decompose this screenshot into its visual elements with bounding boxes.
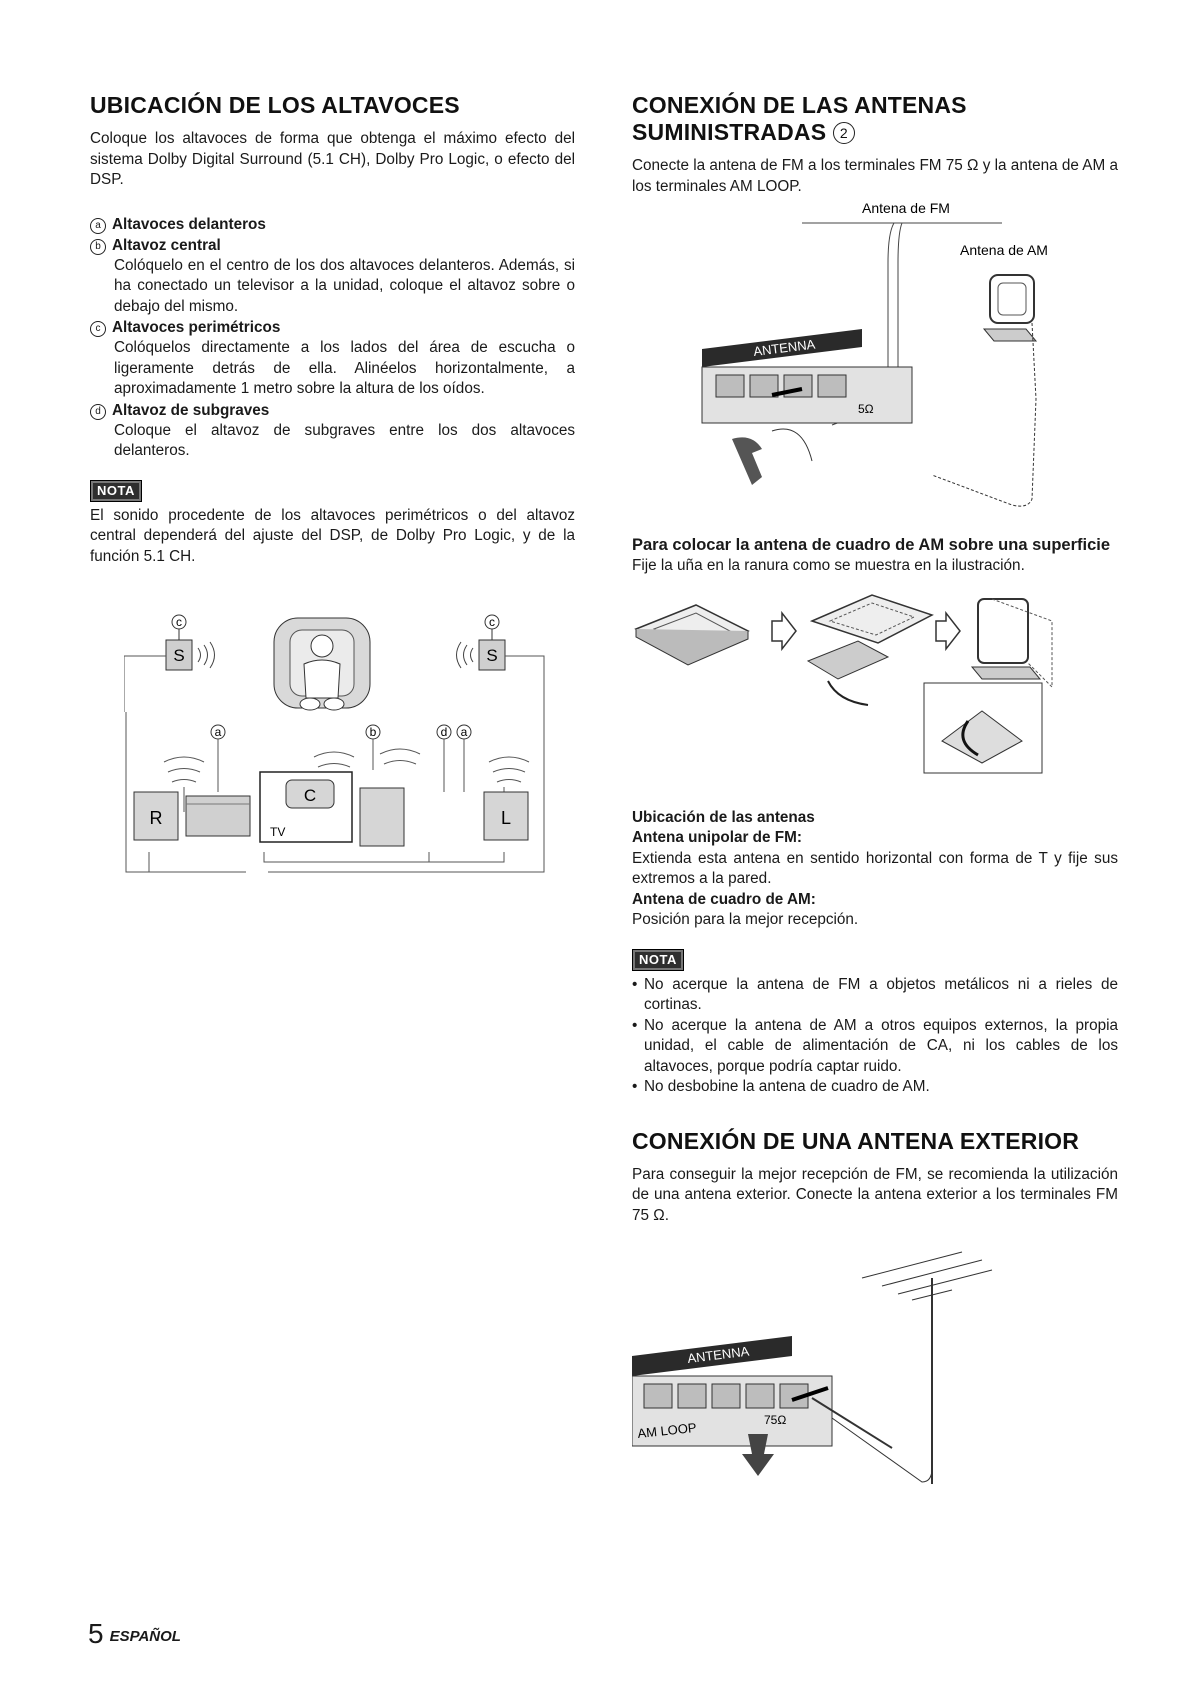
tv-with-center-speaker bbox=[260, 772, 352, 842]
fm-antenna-title: Antena unipolar de FM: bbox=[632, 829, 802, 846]
marker-c: c bbox=[90, 321, 106, 337]
am-antenna-title: Antena de cuadro de AM: bbox=[632, 890, 816, 908]
marker-d: d bbox=[90, 404, 106, 420]
antenna-notes-list bbox=[632, 975, 1118, 1098]
external-antenna-heading: CONEXIÓN DE UNA ANTENA EXTERIOR bbox=[632, 1127, 1080, 1154]
nota-badge: NOTA bbox=[90, 480, 142, 502]
svg-text:S: S bbox=[486, 646, 498, 665]
fm-antenna-label: Antena de FM bbox=[862, 200, 950, 216]
item-surround-speakers bbox=[90, 317, 575, 338]
svg-text:ANTENNA: ANTENNA bbox=[686, 1343, 751, 1366]
surface-heading: Para colocar la antena de cuadro de AM sobre una superficie bbox=[632, 536, 1111, 554]
surface-text: Fije la uña en la ranura como se muestra en la ilustración. bbox=[632, 557, 1025, 574]
outdoor-antenna-illustration bbox=[832, 1252, 992, 1484]
item-front-speakers bbox=[90, 214, 575, 235]
svg-text:R: R bbox=[149, 808, 163, 828]
listener-chair-illustration bbox=[274, 618, 370, 710]
antenna-panel-illustration bbox=[702, 329, 912, 485]
nota-block bbox=[90, 480, 575, 568]
item-subwoofer-title: Altavoz de subgraves bbox=[112, 401, 270, 419]
am-loop-antenna-illustration bbox=[932, 275, 1036, 506]
svg-text:c: c bbox=[176, 615, 182, 629]
am-antenna-flat bbox=[636, 605, 748, 665]
svg-text:75Ω: 75Ω bbox=[764, 1413, 787, 1427]
front-right-speaker bbox=[134, 792, 178, 840]
external-antenna-text: Para conseguir la mejor recepción de FM, se recomienda la utilización de una antena exterior. Conecte la antena exterior a los terminales FM 75 Ω. bbox=[632, 1165, 1118, 1224]
surround-left-speaker bbox=[124, 615, 215, 712]
am-antenna-label: Antena de AM bbox=[960, 242, 1048, 258]
page-footer bbox=[88, 1618, 181, 1650]
antenna-connection-heading bbox=[632, 92, 1118, 146]
speaker-intro-text: Coloque los altavoces de forma que obtenga el máximo efecto del sistema Dolby Digital Surround (5.1 CH), Dolby Pro Logic, o efecto del DSP. bbox=[90, 130, 575, 188]
svg-text:c: c bbox=[489, 615, 495, 629]
svg-text:b: b bbox=[369, 725, 377, 739]
item-subwoofer-body: Coloque el altavoz de subgraves entre los dos altavoces delanteros. bbox=[114, 421, 575, 459]
am-antenna-tilted bbox=[808, 595, 932, 705]
svg-text:a: a bbox=[460, 725, 468, 739]
svg-text:C: C bbox=[303, 786, 317, 805]
antenna-heading-line2: SUMINISTRADAS bbox=[632, 119, 827, 145]
nota-badge-right: NOTA bbox=[632, 949, 684, 971]
svg-text:5Ω: 5Ω bbox=[858, 402, 874, 416]
surround-right-speaker bbox=[457, 615, 545, 712]
right-column bbox=[632, 92, 1118, 1488]
antenna-location-block bbox=[632, 808, 1118, 931]
speaker-placement-heading: UBICACIÓN DE LOS ALTAVOCES bbox=[90, 92, 460, 118]
speaker-layout-diagram bbox=[124, 612, 604, 932]
footer-language: ESPAÑOL bbox=[109, 1628, 181, 1645]
subwoofer-speaker bbox=[360, 788, 404, 846]
item-subwoofer bbox=[90, 400, 575, 421]
antenna-heading-line1: CONEXIÓN DE LAS ANTENAS bbox=[632, 92, 967, 118]
note-item: • No acerque la antena de AM a otros equipos externos, la propia unidad, el cable de alimentación de CA, ni los cables de los altavoces, porque podría captar ruido. bbox=[632, 1016, 1118, 1078]
svg-text:ANTENNA: ANTENNA bbox=[752, 336, 817, 359]
marker-2: 2 bbox=[833, 122, 855, 144]
page-number: 5 bbox=[88, 1618, 104, 1649]
am-antenna-mounting-figure bbox=[632, 591, 1118, 786]
front-left-speaker bbox=[484, 792, 528, 840]
svg-text:TV: TV bbox=[270, 825, 286, 839]
arrow-right-1 bbox=[772, 613, 796, 649]
nota-block-right bbox=[632, 949, 1118, 1098]
location-title: Ubicación de las antenas bbox=[632, 808, 815, 826]
item-center-body: Colóquelo en el centro de los dos altavoces delanteros. Además, si ha conectado un televisor a la unidad, coloque el altavoz sobre o debajo del mismo. bbox=[114, 256, 575, 315]
svg-text:a: a bbox=[214, 725, 222, 739]
speaker-items bbox=[90, 214, 575, 462]
fm-antenna-text: Extienda esta antena en sentido horizontal con forma de T y fije sus extremos a la pared. bbox=[632, 849, 1118, 887]
item-surround-title: Altavoces perimétricos bbox=[112, 319, 281, 336]
arrow-right-2 bbox=[936, 613, 960, 649]
nota-text: El sonido procedente de los altavoces perimétricos o del altavoz central dependerá del ajuste del DSP, de Dolby Pro Logic, y de la función 5.1 CH. bbox=[90, 506, 575, 565]
svg-text:d: d bbox=[440, 725, 448, 739]
svg-text:AM LOOP: AM LOOP bbox=[636, 1419, 698, 1441]
item-center-speaker bbox=[90, 235, 575, 256]
antenna-connection-text: Conecte la antena de FM a los terminales FM 75 Ω y la antena de AM a los terminales AM LOOP. bbox=[632, 157, 1118, 195]
item-center-title: Altavoz central bbox=[112, 236, 221, 254]
item-surround-body: Colóquelos directamente a los lados del área de escucha o ligeramente detrás de ella. Alinéelos horizontalmente, a aproximadamente 1 metro sobre la altura de los oídos. bbox=[114, 339, 575, 397]
external-antenna-figure bbox=[632, 1238, 1118, 1488]
svg-text:L: L bbox=[500, 808, 512, 828]
antenna-panel-illustration-2 bbox=[632, 1336, 892, 1476]
marker-b: b bbox=[90, 239, 106, 255]
am-antenna-text: Posición para la mejor recepción. bbox=[632, 911, 859, 928]
left-column bbox=[90, 92, 575, 839]
note-item: • No acerque la antena de FM a objetos metálicos ni a rieles de cortinas. bbox=[632, 975, 1118, 1016]
svg-text:S: S bbox=[173, 646, 185, 665]
note-item: • No desbobine la antena de cuadro de AM. bbox=[632, 1077, 1118, 1098]
item-front-title: Altavoces delanteros bbox=[112, 215, 266, 233]
marker-a: a bbox=[90, 218, 106, 234]
antenna-connection-figure bbox=[632, 199, 1118, 529]
main-unit bbox=[186, 796, 250, 836]
